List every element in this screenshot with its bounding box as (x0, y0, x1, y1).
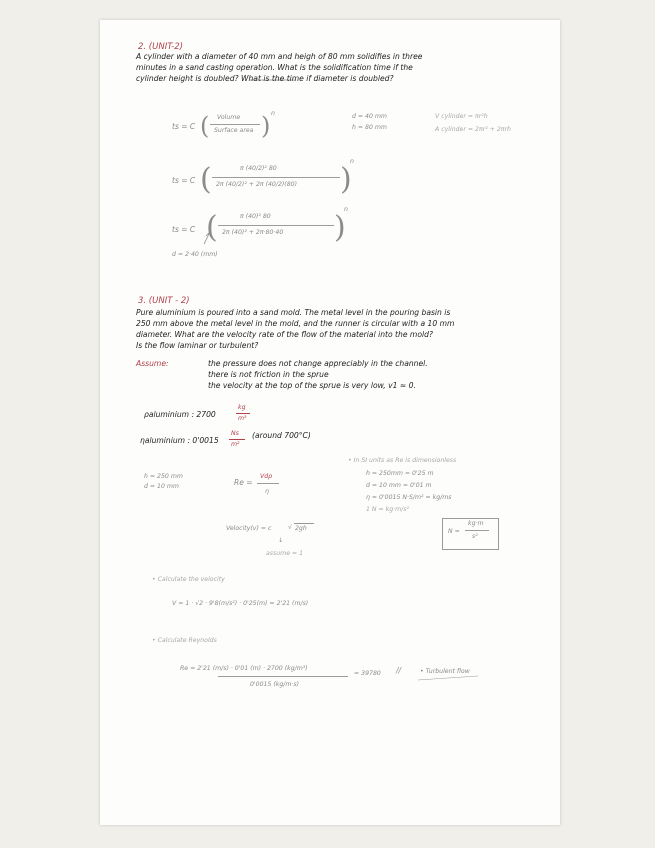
q3-velocity-label: Velocity(v) = c (226, 525, 272, 532)
q3-eta-unit-den: m² (231, 441, 240, 448)
q3-given-h: h = 250 mm (144, 473, 183, 480)
q3-step1: • Calculate the velocity (152, 576, 225, 583)
q3-h-conv: h = 250mm = 0'25 m (366, 470, 434, 477)
q3-assume-2: there is not friction in the sprue (208, 370, 329, 379)
q3-re-result-marks: // (396, 666, 402, 675)
q3-d-conv: d = 10 mm = 0'01 m (366, 482, 432, 489)
q2-formula3-lparen: ( (206, 210, 218, 245)
q3-re-calc-den: 0'0015 (kg/m·s) (250, 681, 299, 688)
q3-line-1: Pure aluminium is poured into a sand mold. The metal level in the pouring basin is (136, 308, 451, 317)
q2-given-h: h = 80 mm (352, 124, 387, 131)
q2-formula1-den: Surface area (214, 127, 254, 134)
q3-line-3: diameter. What are the velocity rate of the flow of the material into the mold? (136, 330, 433, 339)
q2-formula2-exp: n (350, 158, 354, 165)
q3-si-note: • In SI units as Re is dimensionless (348, 457, 457, 464)
q2-formula1-rparen: ) (261, 112, 271, 140)
pencil-strokes (100, 20, 560, 825)
q3-re-den: η (265, 488, 269, 495)
q2-formula3-rparen: ) (334, 210, 346, 245)
q3-velocity-sqrt: 2gh (295, 525, 307, 532)
q3-velocity-sqrt-sign: √ (288, 524, 292, 531)
q3-rho: ρaluminium : 2700 (144, 410, 216, 419)
q2-area-formula: A cylinder = 2πr² + 2πrh (435, 126, 511, 133)
q2-result: d = 2·40 (mm) (172, 251, 218, 258)
q2-line-3: cylinder height is doubled? What is the time if diameter is doubled? (136, 74, 394, 83)
q2-line-1: A cylinder with a diameter of 40 mm and heigh of 80 mm solidifies in three (136, 52, 423, 61)
q3-n-note: 1 N = kg·m/s² (366, 506, 409, 513)
q3-assume-label: Assume: (136, 359, 169, 368)
q3-n-conv: η = 0'0015 N·S/m² = kg/ms (366, 494, 452, 501)
q3-assume-1: the pressure does not change appreciably in the channel. (208, 359, 428, 368)
q3-assume-c: assume = 1 (266, 550, 304, 557)
q3-velocity-calc: V = 1 · √2 · 9'8(m/s²) · 0'25(m) = 2'21 (m/s) (172, 600, 309, 607)
q2-formula1-lparen: ( (200, 112, 210, 140)
q3-box-den: s² (472, 533, 478, 540)
q3-given-d: d = 10 mm (144, 483, 179, 490)
q3-re-label: Re = (234, 478, 253, 487)
q3-re-calc-result: = 39780 (354, 670, 381, 677)
q3-line-4: Is the flow laminar or turbulent? (136, 341, 259, 350)
q3-step2: • Calculate Reynolds (152, 637, 217, 644)
q3-title: 3. (UNIT - 2) (138, 296, 190, 306)
q3-velocity-arrow: ↓ (278, 537, 284, 544)
q2-formula2-lparen: ( (200, 162, 212, 197)
q2-formula1-num: Volume (217, 114, 241, 121)
q3-box-num: kg·m (468, 520, 484, 527)
q3-eta-note: (around 700°C) (252, 431, 311, 440)
q3-eta: ηaluminium : 0'0015 (140, 436, 219, 445)
q3-assume-3: the velocity at the top of the sprue is very low, v1 ≈ 0. (208, 381, 416, 390)
q2-volume-formula: V cylinder = πr²h (435, 113, 488, 120)
q2-formula2-rparen: ) (340, 162, 352, 197)
q2-formula3-den: 2π (40)² + 2π·80·40 (222, 229, 284, 236)
q3-rho-unit-num: kg (238, 404, 246, 411)
q2-formula2-lhs: ts = C (172, 176, 196, 185)
q2-formula2-den: 2π (40/2)² + 2π (40/2)(80) (216, 181, 298, 188)
q2-formula3-exp: n (344, 206, 348, 213)
q3-line-2: 250 mm above the metal level in the mold, and the runner is circular with a 10 mm (136, 319, 455, 328)
q2-formula1-lhs: ts = C (172, 122, 196, 131)
q2-given-d: d = 40 mm (352, 113, 387, 120)
q3-rho-unit-den: m³ (238, 415, 247, 422)
q2-formula1-exp: n (271, 110, 275, 117)
q2-formula3-lhs: ts = C (172, 225, 196, 234)
q2-formula3-num: π (40)² 80 (240, 213, 271, 220)
q3-eta-unit-num: Ns (231, 430, 239, 437)
q3-re-num: Vdρ (260, 473, 273, 480)
q2-title: 2. (UNIT-2) (138, 42, 183, 52)
q3-conclusion: • Turbulent flow (420, 668, 470, 675)
q2-formula2-num: π (40/2)² 80 (240, 165, 277, 172)
q2-line-2: minutes in a sand casting operation. What is the solidification time if the (136, 63, 413, 72)
handwritten-page (100, 20, 560, 825)
q3-box-left: N = (448, 528, 460, 535)
q3-re-calc-num: Re = 2'21 (m/s) · 0'01 (m) · 2700 (kg/m³) (180, 665, 308, 672)
